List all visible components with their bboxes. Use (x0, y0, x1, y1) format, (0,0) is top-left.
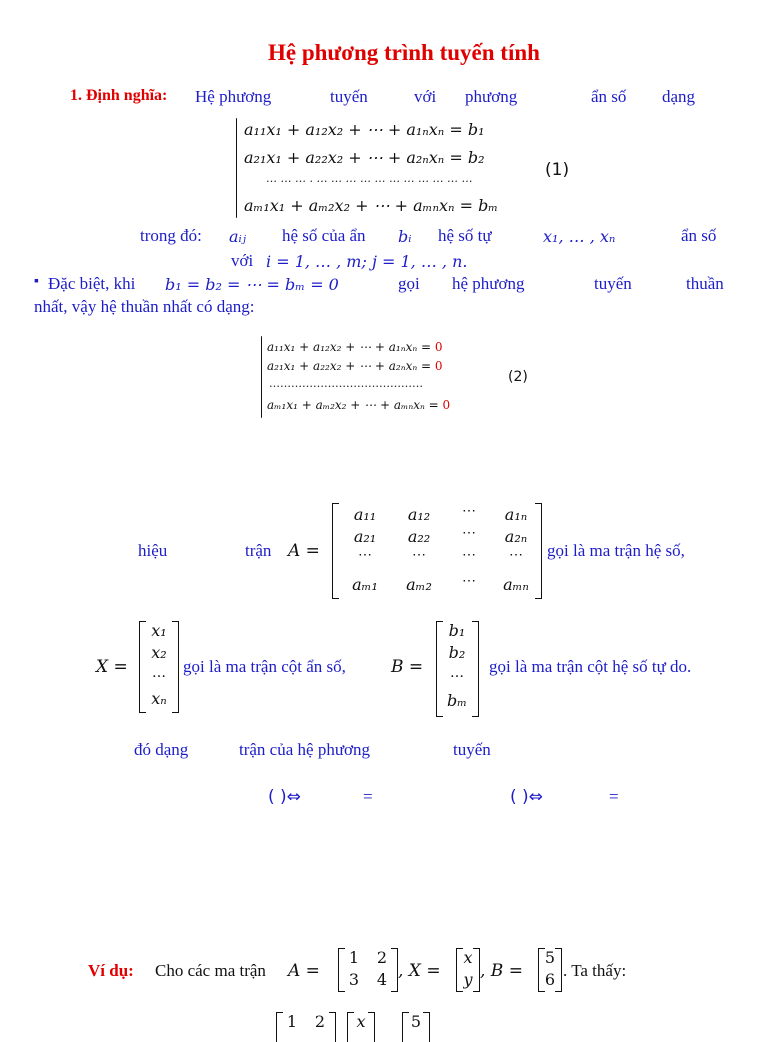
system-2-row: a₁₁x₁ + a₁₂x₂ + ⋯ + a₁ₙxₙ = 0 (267, 340, 443, 354)
matrix-a-cell: aₘ₂ (406, 575, 432, 594)
matrix-a-cell: a₁ₙ (504, 505, 528, 524)
matrix-b-description: gọi là ma trận cột hệ số tự do. (489, 657, 692, 676)
example-label: Ví dụ: (88, 961, 134, 980)
example-matrix-a-cell: 3 (348, 970, 360, 989)
matrix-a-description: gọi là ma trận hệ số, (547, 541, 685, 560)
matrix-a-cell: a₂₂ (407, 527, 431, 546)
matrix-a-cell: ⋯ (462, 525, 476, 541)
section-1-word: với (414, 87, 437, 106)
system-2-label: (2) (508, 369, 528, 385)
matrix-a-prefix: hiệu (138, 541, 168, 560)
matrix-b (436, 621, 479, 717)
matrix-a-cell: a₁₁ (353, 505, 377, 524)
matrix-form-eq: ( )⇔ (268, 787, 301, 807)
matrix-a-lhs: A = (288, 541, 320, 561)
matrix-x-cell: x₂ (151, 643, 167, 662)
where-xs: x₁, … , xₙ (543, 227, 616, 246)
page-title: Hệ phương trình tuyến tính (268, 40, 540, 65)
matrix-a-prefix: trận (245, 541, 272, 560)
example-matrix-x (456, 948, 480, 992)
matrix-b-cell: … (450, 665, 464, 681)
where-text: hệ số tự (438, 226, 492, 245)
matrix-a-cell: aₘ₁ (352, 575, 378, 594)
matrix-x-cell: x₁ (151, 621, 167, 640)
where-bi: bᵢ (398, 227, 412, 246)
system-1-row: a₂₁x₁ + a₂₂x₂ + ⋯ + a₂ₙxₙ = b₂ (244, 148, 485, 167)
matrix-form-eq: = (363, 787, 373, 806)
system-1-label: (1) (545, 160, 570, 180)
section-1-word: tuyến (330, 87, 368, 106)
system-1-row: a₁₁x₁ + a₁₂x₂ + ⋯ + a₁ₙxₙ = b₁ (244, 120, 485, 139)
matrix-b-lhs: B = (391, 657, 424, 677)
matrix-a-cell: ⋯ (509, 547, 523, 563)
example-b-lhs: , B = (480, 961, 523, 981)
special-line2: nhất, vậy hệ thuần nhất có dạng: (34, 297, 255, 316)
example-matrix-a-cell: 2 (376, 948, 388, 967)
matrix-form-eq: = (609, 787, 619, 806)
matrix-a-cell: a₁₂ (407, 505, 431, 524)
special-condition: b₁ = b₂ = ⋯ = bₘ = 0 (165, 275, 339, 294)
example-matrix-x-cell: y (463, 970, 473, 989)
where-text: hệ số của ẩn (282, 226, 366, 245)
matrix-form-eq: ( )⇔ (510, 787, 543, 807)
matrix-a-cell: aₘₙ (503, 575, 529, 594)
where-text: ẩn số (681, 226, 717, 245)
section-1-word: dạng (662, 87, 696, 106)
where-text: với (231, 251, 254, 270)
example-partial-cell: 5 (410, 1012, 422, 1031)
where-range: i = 1, … , m; j = 1, … , n. (266, 252, 468, 271)
bullet-icon: ▪ (34, 274, 39, 289)
system-1-row: aₘ₁x₁ + aₘ₂x₂ + ⋯ + aₘₙxₙ = bₘ (244, 196, 499, 215)
matrix-a-cell: ⋯ (462, 503, 476, 519)
example-matrix-b-cell: 5 (544, 948, 556, 967)
example-partial-matrix-b (402, 1012, 430, 1042)
special-text: Đặc biệt, khi (48, 274, 136, 293)
matrix-form-word: tuyến (453, 740, 491, 759)
matrix-form-word: trận của hệ phương (239, 740, 371, 759)
where-aij: aᵢⱼ (229, 227, 246, 246)
example-text: Cho các ma trận (155, 961, 266, 980)
where-text: trong đó: (140, 226, 202, 245)
matrix-a-cell: ⋯ (412, 547, 426, 563)
matrix-a-cell: a₂₁ (353, 527, 377, 546)
system-2-row: aₘ₁x₁ + aₘ₂x₂ + ⋯ + aₘₙxₙ = 0 (267, 398, 451, 412)
matrix-a-cell: ⋯ (462, 547, 476, 563)
system-1-brace (236, 118, 237, 218)
example-matrix-a-cell: 1 (348, 948, 360, 967)
example-partial-cell: 1 (286, 1012, 298, 1031)
matrix-a-cell: ⋯ (358, 547, 372, 563)
system-1-row: … … … . … … … … … … … … … … … (266, 172, 473, 185)
example-partial-cell: x (356, 1012, 366, 1031)
example-matrix-b-cell: 6 (544, 970, 556, 989)
example-matrix-x-cell: x (463, 948, 473, 967)
example-tail: . Ta thấy: (563, 961, 627, 980)
system-2-brace (261, 336, 262, 418)
example-partial-matrix-x (347, 1012, 375, 1042)
matrix-x (139, 621, 179, 713)
matrix-b-cell: b₁ (448, 621, 466, 640)
section-1-word: Hệ phương (195, 87, 272, 106)
matrix-x-description: gọi là ma trận cột ẩn số, (183, 657, 346, 676)
matrix-x-cell: xₙ (151, 689, 167, 708)
example-matrix-a-cell: 4 (376, 970, 388, 989)
example-matrix-b (538, 948, 562, 992)
example-partial-cell: 2 (314, 1012, 326, 1031)
matrix-b-cell: b₂ (448, 643, 466, 662)
matrix-form-word: đó dạng (134, 740, 189, 759)
matrix-a-cell: ⋯ (462, 573, 476, 589)
example-x-lhs: , X = (398, 961, 441, 981)
system-2-row: a₂₁x₁ + a₂₂x₂ + ⋯ + a₂ₙxₙ = 0 (267, 359, 443, 373)
example-matrix-a (338, 948, 398, 992)
matrix-a-cell: a₂ₙ (504, 527, 528, 546)
special-word: gọi (398, 274, 420, 293)
matrix-x-cell: … (152, 665, 166, 681)
system-2-row: …………………………………… (269, 377, 423, 390)
matrix-a (332, 503, 542, 599)
example-partial-matrix-a (276, 1012, 336, 1042)
special-word: hệ phương (452, 274, 525, 293)
special-word: tuyến (594, 274, 632, 293)
section-1-word: phương (465, 87, 518, 106)
section-1-label: 1. Định nghĩa: (70, 87, 168, 104)
special-word: thuần (686, 274, 724, 293)
matrix-x-lhs: X = (96, 657, 128, 677)
section-1-word: ẩn số (591, 87, 627, 106)
example-a-lhs: A = (288, 961, 320, 981)
matrix-b-cell: bₘ (446, 691, 468, 710)
